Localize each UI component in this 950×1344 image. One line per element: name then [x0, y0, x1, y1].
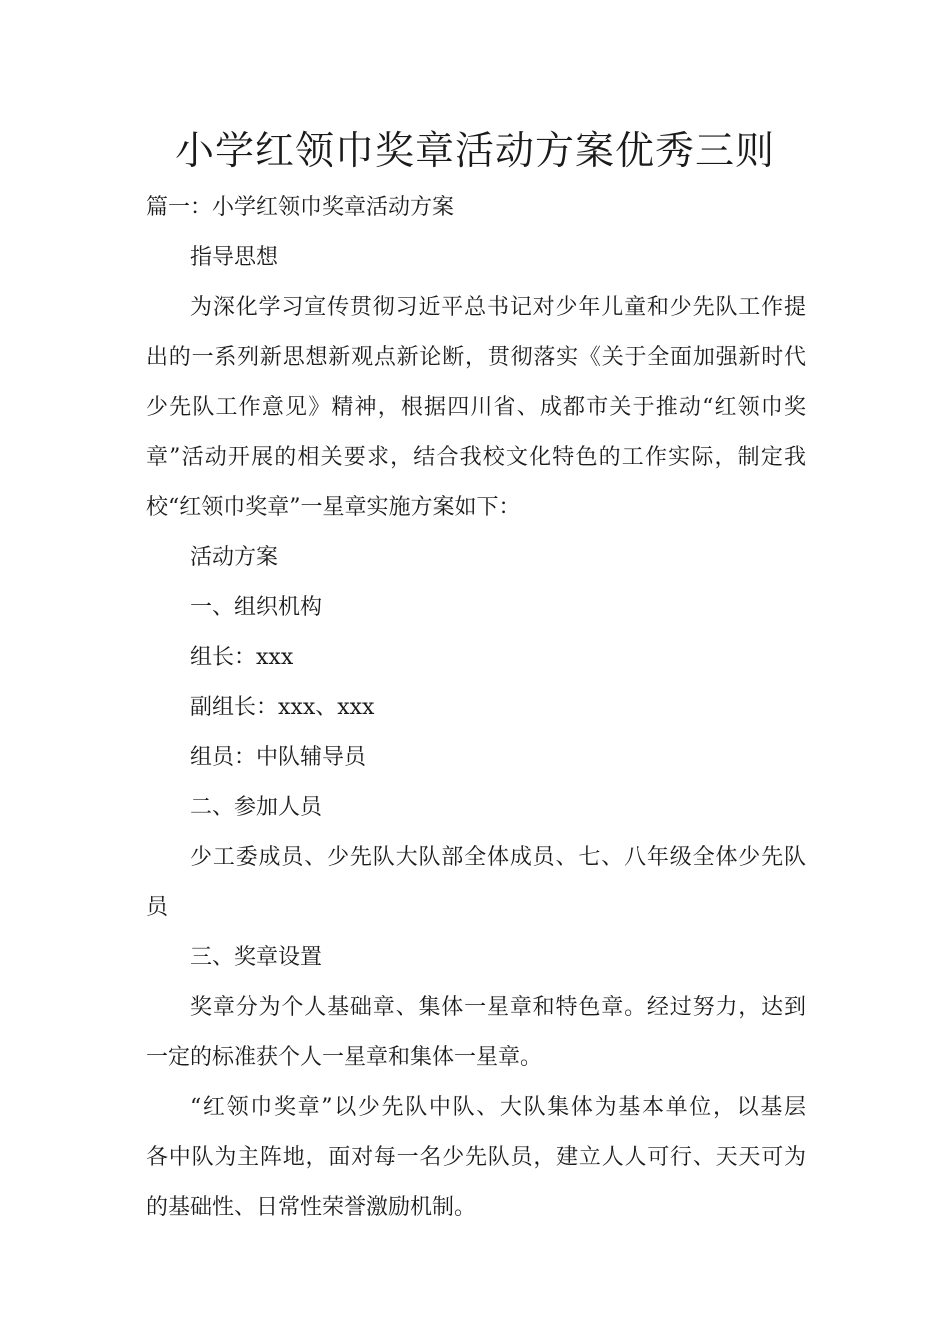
badge-line-1: 奖章分为个人基础章、集体一星章和特色章。经过努力，达到 [190, 995, 806, 1020]
leader-line: 组长：xxx [190, 645, 294, 670]
guiding-line-5: 校“红领巾奖章”一星章实施方案如下： [146, 495, 521, 520]
guiding-line-3: 少先队工作意见》精神，根据四川省、成都市关于推动“红领巾奖 [146, 395, 806, 420]
participants-line-2: 员 [146, 895, 169, 920]
unit-line-3: 的基础性、日常性荣誉激励机制。 [146, 1195, 477, 1220]
guiding-line-2: 出的一系列新思想新观点新论断，贯彻落实《关于全面加强新时代 [146, 345, 806, 370]
document-title: 小学红领巾奖章活动方案优秀三则 [174, 129, 775, 174]
guiding-heading: 指导思想 [190, 245, 279, 270]
org-heading: 一、组织机构 [190, 595, 323, 620]
guiding-line-1: 为深化学习宣传贯彻习近平总书记对少年儿童和少先队工作提 [190, 295, 806, 320]
participants-line-1: 少工委成员、少先队大队部全体成员、七、八年级全体少先队 [190, 845, 806, 870]
unit-line-2: 各中队为主阵地，面对每一名少先队员，建立人人可行、天天可为 [146, 1145, 806, 1170]
section-heading: 篇一：小学红领巾奖章活动方案 [146, 195, 455, 220]
badge-heading: 三、奖章设置 [190, 945, 323, 970]
unit-line-1: “红领巾奖章”以少先队中队、大队集体为基本单位，以基层 [190, 1095, 806, 1120]
badge-line-2: 一定的标准获个人一星章和集体一星章。 [146, 1045, 543, 1070]
participants-heading: 二、参加人员 [190, 795, 323, 820]
members-line: 组员：中队辅导员 [190, 745, 367, 770]
deputy-leader-line: 副组长：xxx、xxx [190, 695, 375, 720]
document-body [146, 183, 806, 1233]
guiding-line-4: 章”活动开展的相关要求，结合我校文化特色的工作实际，制定我 [146, 445, 806, 470]
plan-heading: 活动方案 [190, 545, 279, 570]
